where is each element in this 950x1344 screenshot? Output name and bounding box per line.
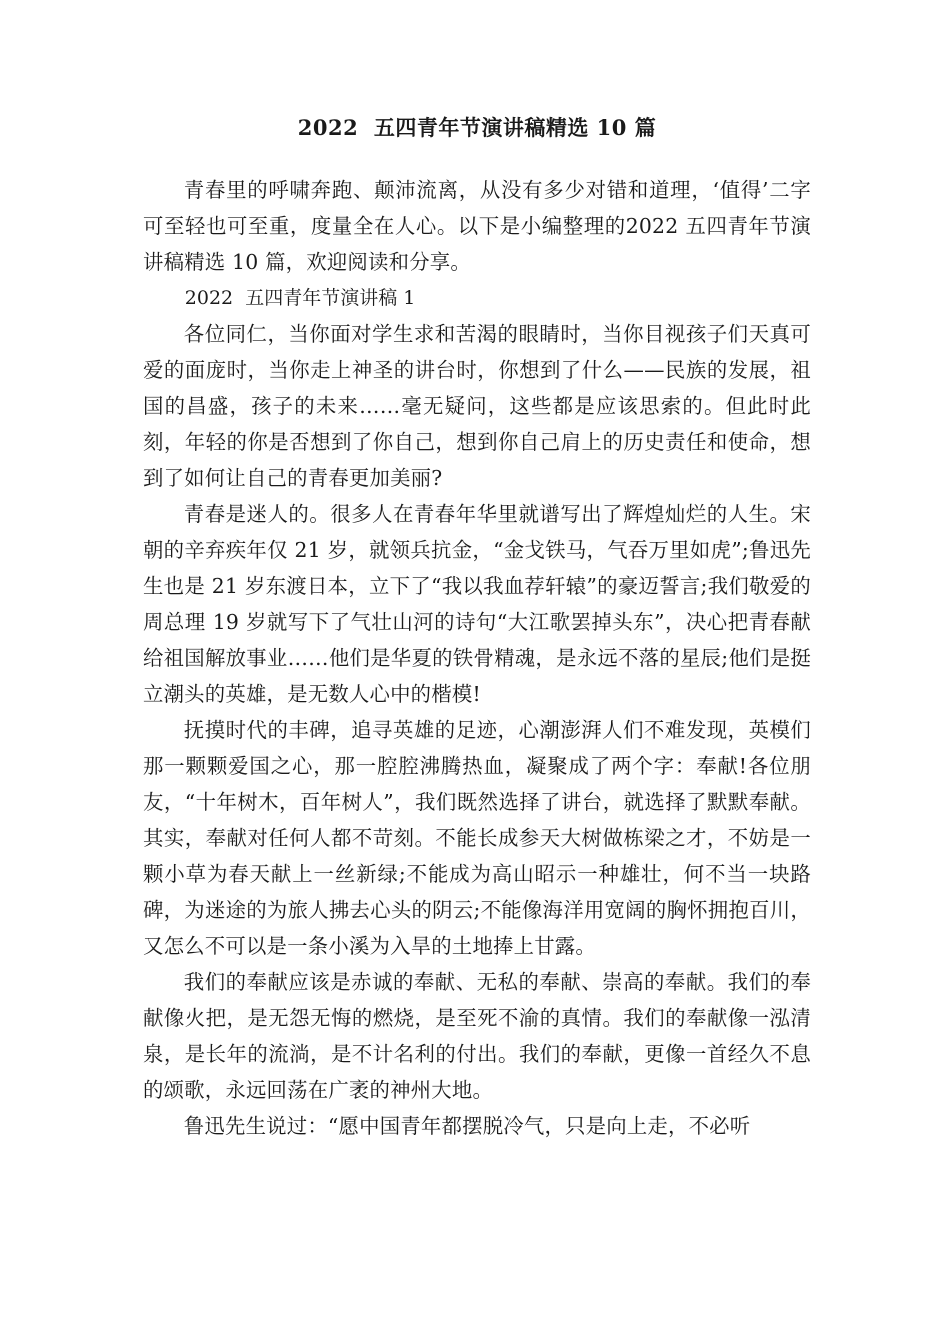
section-heading: 2022 五四青年节演讲稿 1: [184, 287, 416, 309]
body-paragraph: 青春是迷人的。很多人在青春年华里就谱写出了辉煌灿烂的人生。宋朝的辛弃疾年仅 21 岁，就领兵抗金，“金戈铁马，气吞万里如虎”;鲁迅先生也是 21 岁东渡日本，立下了“我以我血荐轩辕”的豪迈誓言;我们敬爱的周总理 19 岁就写下了气壮山河的诗句“大江歌罢掉头东”，决心把青春献给祖国解放事业……他们是华夏的铁骨精魂，是永远不落的星辰;他们是挺立潮头的英雄，是无数人心中的楷模!: [143, 502, 811, 706]
body-paragraph: 抚摸时代的丰碑，追寻英雄的足迹，心潮澎湃人们不难发现，英模们那一颗颗爱国之心，那一腔腔沸腾热血，凝聚成了两个字：奉献!各位朋友，“十年树木，百年树人”，我们既然选择了讲台，就选择了默默奉献。其实，奉献对任何人都不苛刻。不能长成参天大树做栋梁之才，不妨是一颗小草为春天献上一丝新绿;不能成为高山昭示一种雄壮，何不当一块路碑，为迷途的为旅人拂去心头的阴云;不能像海洋用宽阔的胸怀拥抱百川，又怎么不可以是一条小溪为入旱的土地捧上甘露。: [143, 718, 811, 958]
body-paragraph: 我们的奉献应该是赤诚的奉献、无私的奉献、崇高的奉献。我们的奉献像火把，是无怨无悔的燃烧，是至死不渝的真情。我们的奉献像一泓清泉，是长年的流淌，是不计名利的付出。我们的奉献，更像一首经久不息的颂歌，永远回荡在广袤的神州大地。: [143, 970, 811, 1102]
intro-paragraph: 青春里的呼啸奔跑、颠沛流离，从没有多少对错和道理，‘值得’二字可至轻也可至重，度量全在人心。以下是小编整理的2022 五四青年节演讲稿精选 10 篇，欢迎阅读和分享。: [143, 178, 811, 274]
body-paragraph: 各位同仁，当你面对学生求和苦渴的眼睛时，当你目视孩子们天真可爱的面庞时，当你走上神圣的讲台时，你想到了什么——民族的发展，祖国的昌盛，孩子的未来……毫无疑问，这些都是应该思索的。但此时此刻，年轻的你是否想到了你自己，想到你自己肩上的历史责任和使命，想到了如何让自己的青春更加美丽?: [143, 322, 811, 490]
body-paragraph: 鲁迅先生说过：“愿中国青年都摆脱冷气，只是向上走，不必听: [183, 1114, 751, 1138]
document-page: [143, 110, 811, 1144]
document-title: 2022 五四青年节演讲稿精选 10 篇: [297, 115, 657, 140]
